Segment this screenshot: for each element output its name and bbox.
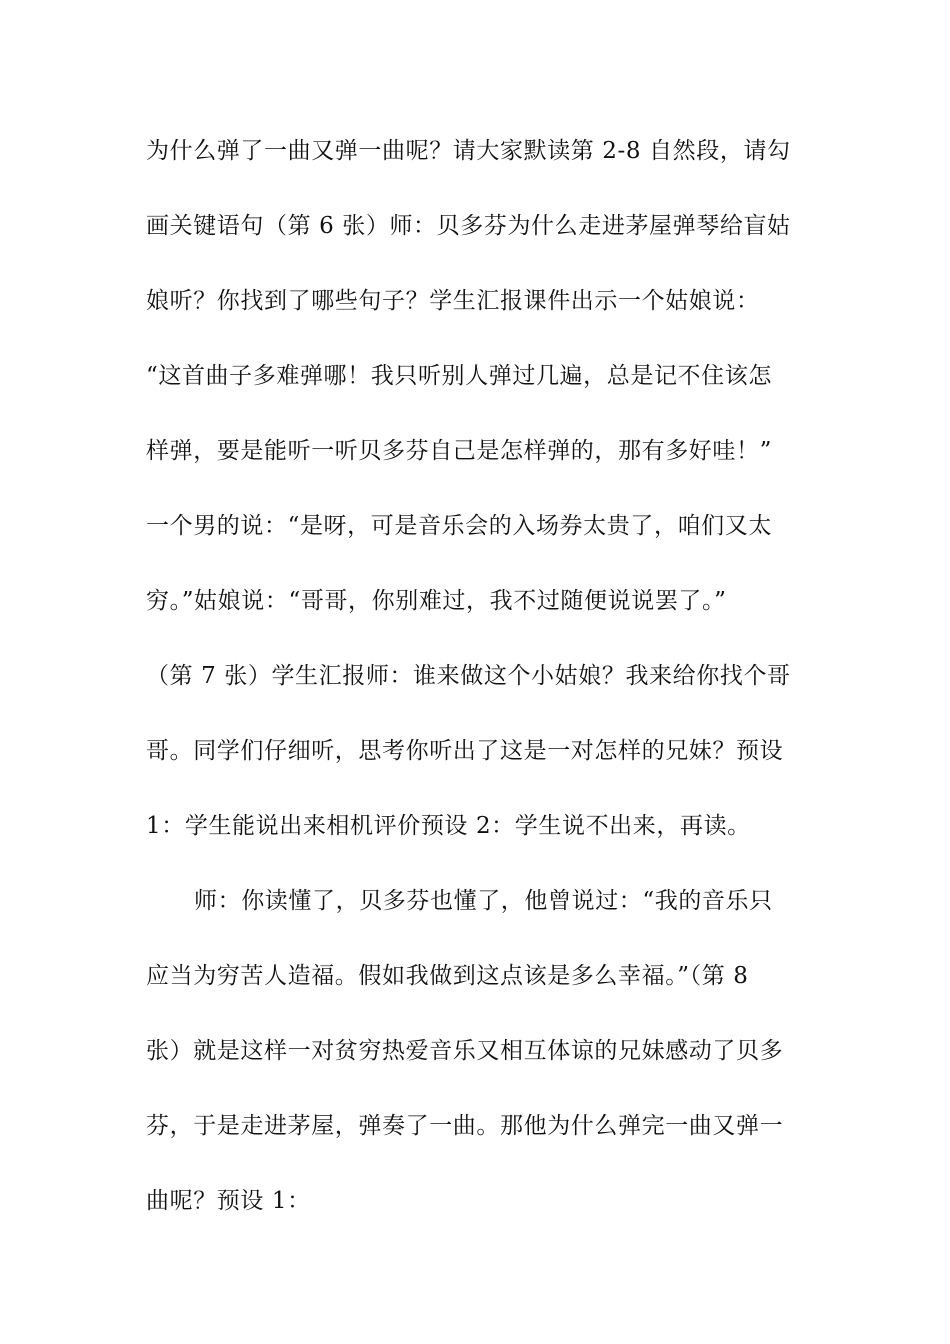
text-line: “这首曲子多难弹哪！我只听别人弹过几遍，总是记不住该怎 bbox=[146, 363, 772, 389]
text-line: 芬，于是走进茅屋，弹奏了一曲。那他为什么弹完一曲又弹一 bbox=[146, 1113, 784, 1139]
text-line: 应当为穷苦人造福。假如我做到这点该是多么幸福。”（第 8 bbox=[146, 963, 749, 989]
text-line: 1：学生能说出来相机评价预设 2：学生说不出来，再读。 bbox=[146, 813, 751, 839]
text-line: 样弹，要是能听一听贝多芬自己是怎样弹的，那有多好哇！” bbox=[146, 438, 772, 464]
text-line: 画关键语句（第 6 张）师：贝多芬为什么走进茅屋弹琴给盲姑 bbox=[146, 213, 791, 239]
text-line: 哥。同学们仔细听，思考你听出了这是一对怎样的兄妹？预设 bbox=[146, 738, 784, 764]
text-line: 曲呢？预设 1： bbox=[146, 1188, 311, 1214]
text-line: 穷。”姑娘说：“哥哥，你别难过，我不过随便说说罢了。” bbox=[146, 588, 727, 614]
text-line: （第 7 张）学生汇报师：谁来做这个小姑娘？我来给你找个哥 bbox=[146, 663, 791, 689]
text-line: 一个男的说：“是呀，可是音乐会的入场券太贵了，咱们又太 bbox=[146, 513, 772, 539]
text-line: 娘听？你找到了哪些句子？学生汇报课件出示一个姑娘说： bbox=[146, 288, 760, 314]
paragraph-start-line: 师：你读懂了，贝多芬也懂了，他曾说过：“我的音乐只 bbox=[194, 888, 773, 914]
text-line: 张）就是这样一对贫穷热爱音乐又相互体谅的兄妹感动了贝多 bbox=[146, 1038, 784, 1064]
text-line: 为什么弹了一曲又弹一曲呢？请大家默读第 2-8 自然段，请勾 bbox=[146, 138, 791, 164]
